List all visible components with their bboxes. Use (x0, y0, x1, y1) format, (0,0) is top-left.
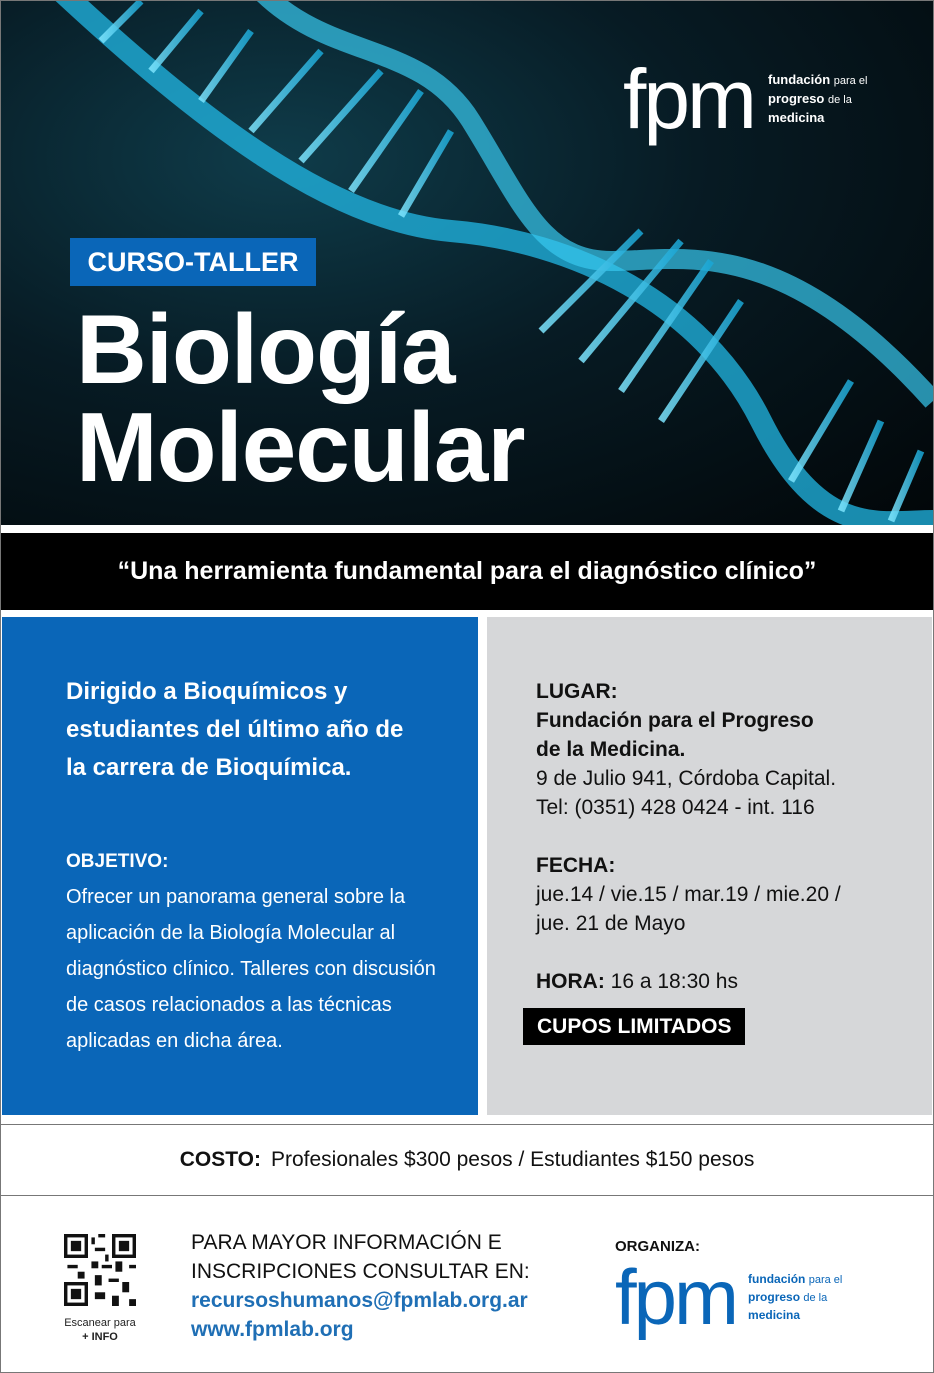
cost-row (0, 1124, 934, 1196)
dates-line2: jue. 21 de Mayo (536, 912, 686, 935)
fpm-logo (623, 52, 868, 146)
logo-text (768, 71, 867, 127)
dates-heading: FECHA: (536, 854, 616, 877)
place-name-1: Fundación para el Progreso (536, 709, 814, 732)
contact-info (191, 1228, 530, 1344)
organizer-label: ORGANIZA: (615, 1238, 700, 1255)
place-name-2: de la Medicina. (536, 738, 686, 761)
logo-line1: fundación (768, 72, 831, 87)
audience-panel (2, 617, 478, 1115)
objective-text: Ofrecer un panorama general sobre la aplicación de la Biología Molecular al diagnóstico clínico. Talleres con discusión de casos relacionados a las técnicas aplicadas en dicha área. (66, 886, 436, 1052)
qr-caption-1: Escanear para (64, 1317, 136, 1329)
logo-text-footer (748, 1271, 842, 1324)
qr-caption-2: + INFO (82, 1331, 118, 1343)
place-heading: LUGAR: (536, 680, 618, 703)
logo-line1-rest: para el (808, 1273, 843, 1286)
course-title (76, 294, 525, 502)
contact-line2: INSCRIPCIONES CONSULTAR EN: (191, 1260, 530, 1283)
qr-caption (50, 1316, 150, 1344)
objective-heading: OBJETIVO: (66, 851, 169, 872)
fpm-logo-footer (615, 1253, 843, 1341)
logo-line1-rest: para el (833, 75, 868, 87)
place-phone: Tel: (0351) 428 0424 - int. 116 (536, 796, 815, 819)
logo-line3: medicina (768, 110, 825, 125)
time-label: HORA: (536, 970, 605, 993)
logo-line1: fundación (748, 1271, 806, 1286)
logo-line2: progreso (748, 1289, 801, 1304)
course-type-badge: CURSO-TALLER (70, 238, 316, 286)
contact-line1: PARA MAYOR INFORMACIÓN E (191, 1231, 502, 1254)
cost-value: Profesionales $300 pesos / Estudiantes $150 pesos (270, 1148, 755, 1171)
title-line1: Biología (76, 294, 455, 404)
dates-line1: jue.14 / vie.15 / mar.19 / mie.20 / (536, 883, 841, 906)
logo-line3: medicina (748, 1307, 801, 1322)
logo-line2-rest: de la (828, 94, 852, 106)
logo-line2-rest: de la (803, 1291, 828, 1304)
details-panel (487, 617, 932, 1115)
title-line2: Molecular (76, 392, 525, 502)
logo-mark: fpm (623, 52, 755, 146)
place-address: 9 de Julio 941, Córdoba Capital. (536, 767, 837, 790)
email-link[interactable]: recursoshumanos@fpmlab.org.ar (191, 1289, 528, 1312)
tagline: “Una herramienta fundamental para el diagnóstico clínico” (1, 533, 933, 610)
logo-mark-footer: fpm (615, 1253, 737, 1341)
website-link[interactable]: www.fpmlab.org (191, 1318, 354, 1341)
limited-spots-badge: CUPOS LIMITADOS (523, 1008, 745, 1045)
cost-label: COSTO: (179, 1148, 261, 1171)
audience-text: Dirigido a Bioquímicos y estudiantes del último año de la carrera de Bioquímica. (66, 678, 404, 781)
logo-line2: progreso (768, 91, 825, 106)
qr-code-icon[interactable] (64, 1234, 136, 1306)
time-value: 16 a 18:30 hs (610, 970, 738, 993)
